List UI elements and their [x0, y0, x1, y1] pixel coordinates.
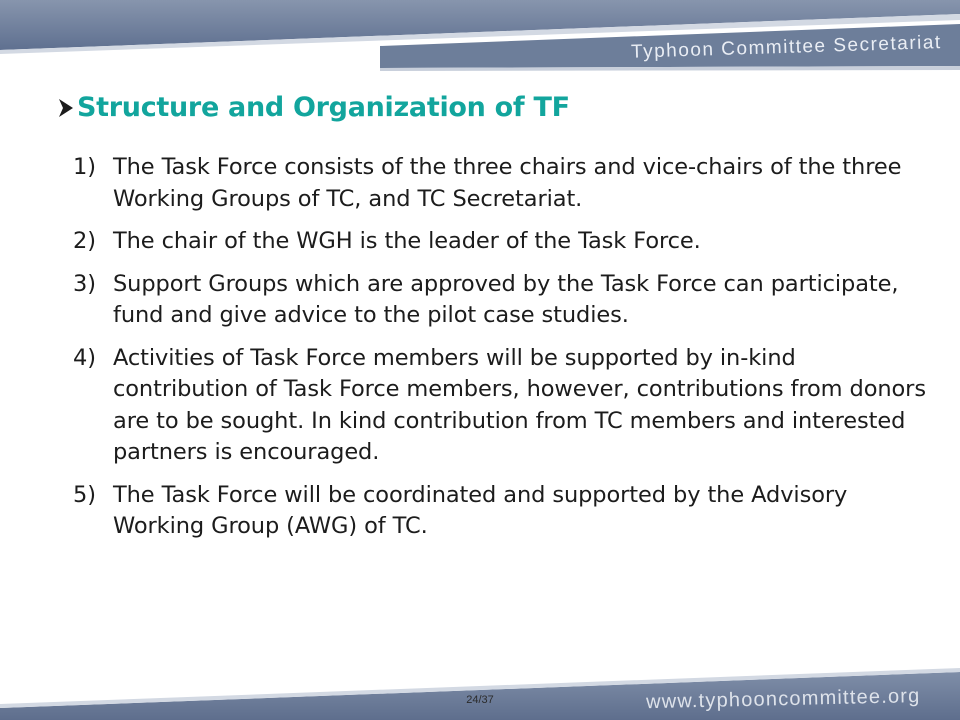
item-list: [73, 152, 933, 554]
item-text: The chair of the WGH is the leader of the Task Force.: [113, 228, 701, 254]
item-number: 4): [73, 344, 96, 371]
item-text: The Task Force consists of the three chairs and vice-chairs of the three Working Groups of TC, and TC Secretariat.: [113, 154, 902, 212]
footer-url[interactable]: www.typhooncommittee.org: [645, 685, 921, 714]
slide-title: Structure and Organization of TF: [77, 92, 570, 123]
item-number: 3): [73, 270, 96, 297]
page-number: 24/37: [466, 694, 494, 706]
item-text: The Task Force will be coordinated and supported by the Advisory Working Group (AWG) of TC.: [113, 481, 848, 539]
header-brand-text: Typhoon Committee Secretariat: [631, 32, 943, 63]
list-item: [73, 226, 933, 258]
list-item: [73, 480, 933, 543]
arrow-bullet-icon: [57, 97, 75, 119]
item-number: 5): [73, 481, 96, 508]
item-text: Activities of Task Force members will be supported by in-kind contribution of Task Force members, however, contributions from donors are to be sought. In kind contribution from TC members and interested partners is encouraged.: [113, 344, 926, 465]
list-item: [73, 269, 933, 332]
list-item: [73, 343, 933, 469]
slide-title-row: [57, 92, 570, 123]
item-number: 2): [73, 228, 96, 254]
item-number: 1): [73, 154, 96, 180]
list-item: [73, 152, 933, 215]
item-text: Support Groups which are approved by the Task Force can participate, fund and give advice to the pilot case studies.: [113, 270, 899, 328]
